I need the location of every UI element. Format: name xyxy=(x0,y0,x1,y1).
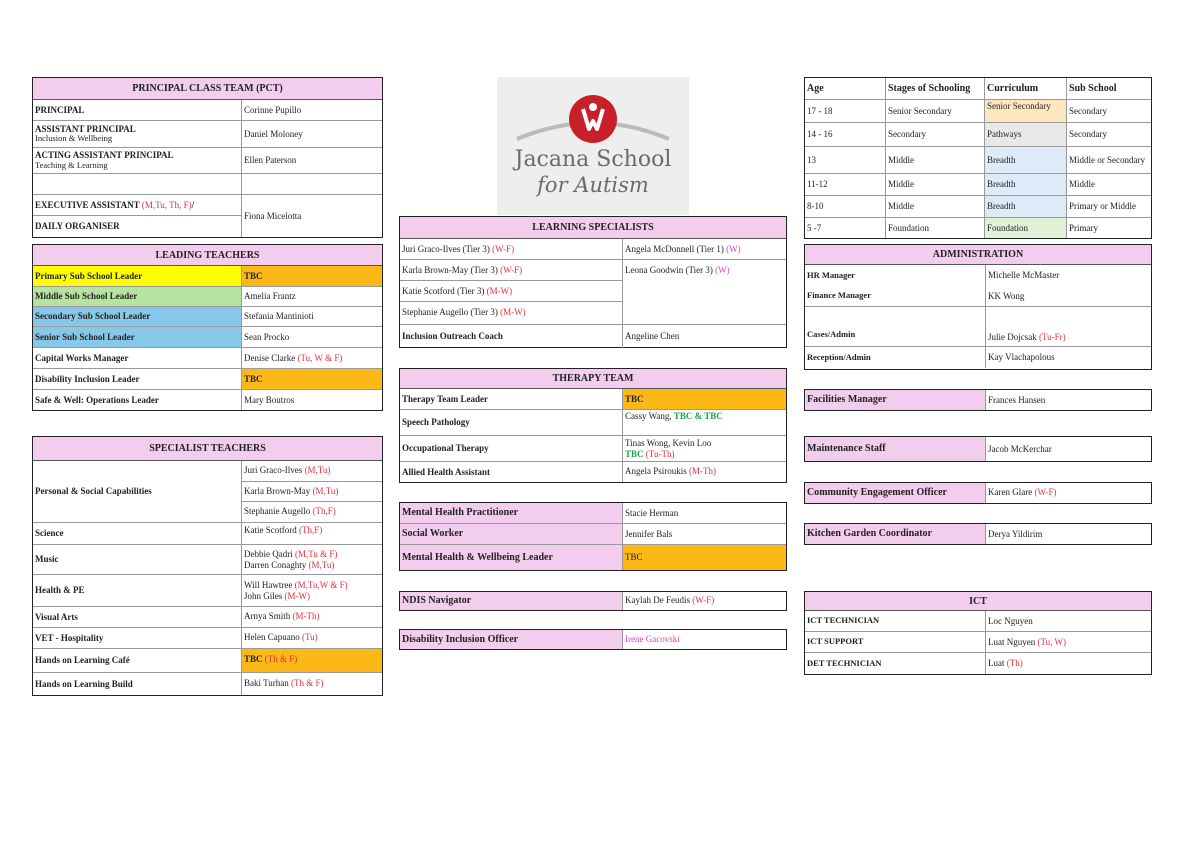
list-item: Katie Scotford (Tier 3) (M-W) xyxy=(400,281,622,302)
table-row: Personal & Social Capabilities Juri Graco-Ilves (M,Tu) Karla Brown-May (M,Tu) Stephanie Augello (Th,F) xyxy=(33,461,382,523)
facilities-manager-row: Facilities Manager Frances Hansen xyxy=(804,389,1152,411)
disability-inclusion-officer-row: Disability Inclusion Officer Irene Gacovski xyxy=(399,629,787,650)
table-header-row: Age Stages of Schooling Curriculum Sub School xyxy=(805,78,1151,100)
table-row: DET TECHNICIAN Luat (Th) xyxy=(805,653,1151,674)
admin-title: ADMINISTRATION xyxy=(805,245,1151,265)
table-row: ICT SUPPORT Luat Nguyen (Tu, W) xyxy=(805,632,1151,653)
list-item: Leona Goodwin (Tier 3) (W) xyxy=(625,265,730,275)
table-row: HR Manager Michelle McMaster xyxy=(805,265,1151,286)
table-row: Middle Sub School Leader Amelia Frantz xyxy=(33,287,382,307)
list-item: Juri Graco-Ilves (Tier 3) (W-F) xyxy=(400,239,622,260)
list-item: Karla Brown-May (Tier 3) (W-F) xyxy=(400,260,622,281)
table-row: Hands on Learning Café TBC (Th & F) xyxy=(33,649,382,673)
table-row: Visual Arts Arnya Smith (M-Th) xyxy=(33,607,382,628)
table-row: ASSISTANT PRINCIPAL Inclusion & Wellbeing Daniel Moloney xyxy=(33,121,382,148)
specialist-title: SPECIALIST TEACHERS xyxy=(33,437,382,461)
leading-title: LEADING TEACHERS xyxy=(33,245,382,266)
table-row: 5 -7 Foundation Foundation Primary xyxy=(805,218,1151,238)
table-row: 14 - 16 Secondary Pathways Secondary xyxy=(805,123,1151,147)
table-row: EXECUTIVE ASSISTANT (M,Tu, Th, F) / DAILY ORGANISER Fiona Micelotta xyxy=(33,195,382,237)
table-row: ICT TECHNICIAN Loc Nguyen xyxy=(805,611,1151,632)
administration-table xyxy=(804,244,1152,370)
list-item: Juri Graco-Ilves (M,Tu) xyxy=(242,461,382,482)
table-row: Reception/Admin Kay Vlachapolous xyxy=(805,347,1151,368)
table-row: 17 - 18 Senior Secondary Senior Secondary Secondary xyxy=(805,100,1151,123)
learning-title: LEARNING SPECIALISTS xyxy=(400,217,786,239)
ict-table xyxy=(804,591,1152,675)
school-logo xyxy=(497,77,689,215)
table-row: Mental Health Practitioner Stacie Herman xyxy=(400,503,786,524)
table-row: Finance Manager KK Wong xyxy=(805,286,1151,307)
leading-teachers-table xyxy=(32,244,383,411)
logo-line-1: Jacana School xyxy=(514,147,672,172)
table-row: PRINCIPAL Corinne Pupillo xyxy=(33,100,382,121)
pct-table xyxy=(32,77,383,238)
table-row: Mental Health & Wellbeing Leader TBC xyxy=(400,545,786,570)
table-row: Hands on Learning Build Baki Turhan (Th & F) xyxy=(33,673,382,695)
age-stages-table xyxy=(804,77,1152,239)
list-item: Stephanie Augello (Th,F) xyxy=(244,506,336,516)
table-row: Therapy Team Leader TBC xyxy=(400,389,786,410)
table-row: Occupational Therapy Tinas Wong, Kevin Loo TBC (Tu-Th) xyxy=(400,436,786,462)
table-row: Science Katie Scotford (Th,F) xyxy=(33,523,382,545)
table-row: Secondary Sub School Leader Stefania Mantinioti xyxy=(33,307,382,327)
table-row: Inclusion Outreach Coach Angeline Chen xyxy=(400,325,786,348)
mental-health-table xyxy=(399,502,787,571)
therapy-team-table xyxy=(399,368,787,483)
list-item: Angela McDonnell (Tier 1) (W) xyxy=(623,239,786,260)
table-row: ACTING ASSISTANT PRINCIPAL Teaching & Learning Ellen Paterson xyxy=(33,148,382,174)
table-row: Senior Sub School Leader Sean Procko xyxy=(33,327,382,348)
table-row: Music Debbie Qadri (M,Tu & F) Darren Conaghty (M,Tu) xyxy=(33,545,382,575)
table-row: VET - Hospitality Helen Capuano (Tu) xyxy=(33,628,382,649)
table-row: Disability Inclusion Leader TBC xyxy=(33,369,382,390)
table-row: Capital Works Manager Denise Clarke (Tu, W & F) xyxy=(33,348,382,369)
table-row: Health & PE Will Hawtree (M,Tu,W & F) John Giles (M-W) xyxy=(33,575,382,607)
list-item: Stephanie Augello (Tier 3) (M-W) xyxy=(402,307,526,317)
ndis-navigator-row: NDIS Navigator Kaylah De Feudis (W-F) xyxy=(399,591,787,611)
logo-line-2: for Autism xyxy=(537,173,649,197)
table-row: Social Worker Jennifer Bals xyxy=(400,524,786,545)
table-row: Primary Sub School Leader TBC xyxy=(33,266,382,287)
pct-title: PRINCIPAL CLASS TEAM (PCT) xyxy=(33,78,382,100)
table-row: Cases/Admin Julie Dojcsak (Tu-Fr) xyxy=(805,307,1151,347)
specialist-teachers-table xyxy=(32,436,383,696)
table-row: Speech Pathology Cassy Wang, TBC & TBC xyxy=(400,410,786,436)
list-item: Karla Brown-May (M,Tu) xyxy=(242,482,382,502)
therapy-title: THERAPY TEAM xyxy=(400,369,786,389)
kitchen-garden-row: Kitchen Garden Coordinator Derya Yildirim xyxy=(804,523,1152,545)
learning-specialists-table xyxy=(399,216,787,348)
maintenance-staff-row: Maintenance Staff Jacob McKerchar xyxy=(804,436,1152,462)
table-row xyxy=(33,174,382,195)
community-engagement-row: Community Engagement Officer Karen Glare (W-F) xyxy=(804,482,1152,504)
table-row: Allied Health Assistant Angela Psiroukis (M-Th) xyxy=(400,462,786,482)
table-row: 11-12 Middle Breadth Middle xyxy=(805,174,1151,196)
table-row: 8-10 Middle Breadth Primary or Middle xyxy=(805,196,1151,218)
table-row: Safe & Well: Operations Leader Mary Boutros xyxy=(33,390,382,410)
ict-title: ICT xyxy=(805,592,1151,611)
table-row: 13 Middle Breadth Middle or Secondary xyxy=(805,147,1151,174)
